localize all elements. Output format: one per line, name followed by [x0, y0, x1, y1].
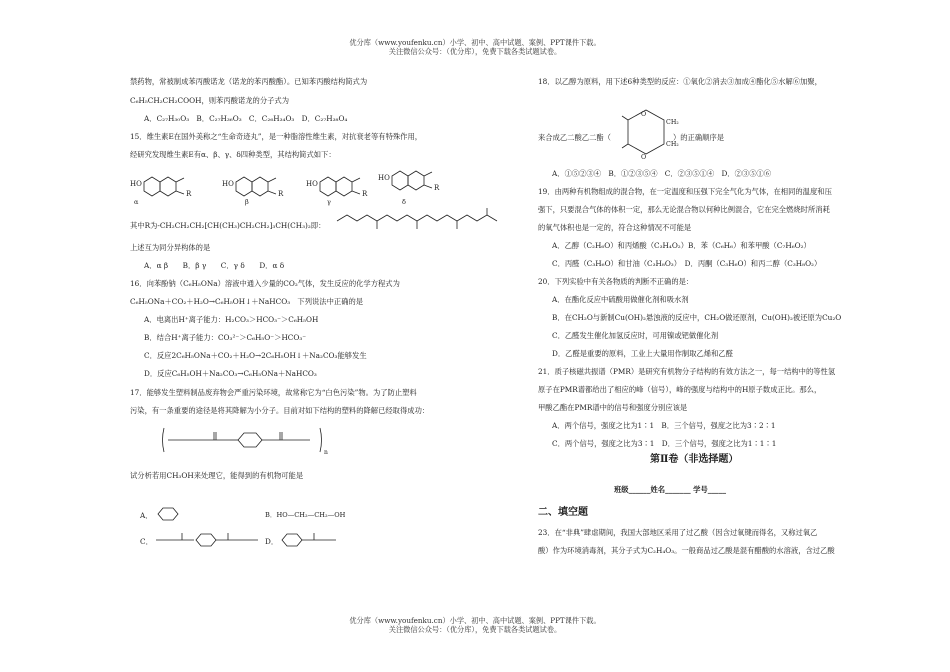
q17-question: 试分析若用CH₃OH来处理它，能得到的有机物可能是 — [130, 471, 304, 480]
svg-text:HO: HO — [130, 180, 142, 188]
page-header — [0, 38, 950, 56]
header-line-2: 关注微信公众号：（优分库），免费下载各类试题试卷。 — [388, 47, 562, 56]
footer-line-1: 优分库（www.youfenku.cn）小学、初中、高中试题、案例、PPT课件下载。 — [349, 616, 601, 625]
q19-options-ab: A．乙醇（C₂H₆O）和丙烯酸（C₃H₄O₂）B．苯（C₆H₆）和苯甲酸（C₇H₆O₂） — [552, 241, 811, 250]
q21-options-cd: C．两个信号，强度之比为3∶1 D．三个信号，强度之比为1∶1∶1 — [552, 439, 777, 448]
q17-option-d-label: D． — [265, 537, 279, 546]
acid-structure — [280, 530, 340, 548]
dimethyl-terephthalate-structure — [154, 530, 262, 548]
q21-line-1: 21．质子核磁共振谱（PMR）是研究有机物分子结构的有效方法之一，每一结构中的等性氢 — [538, 367, 836, 376]
q18-line-1: 18．以乙醇为原料，用下述6种类型的反应：①氧化②消去③加成④酯化⑤水解⑥加聚， — [538, 77, 822, 86]
q16-option-a: A．电离出H⁺离子能力：H₂CO₃＞HCO₃⁻＞C₆H₅OH — [144, 315, 319, 324]
label-beta: β — [245, 198, 249, 206]
q20-option-a: A．在酯化反应中硫酸用做催化剂和吸水剂 — [552, 295, 689, 304]
r-group-skeleton — [335, 207, 505, 233]
q16-line-1: 16．向苯酚钠（C₆H₅ONa）溶液中通入少量的CO₂气体，发生反应的化学方程式为 — [130, 279, 400, 288]
q16-line-2: C₆H₅ONa＋CO₂＋H₂O→C₆H₅OH↓＋NaHCO₃ 下列说法中正确的是 — [130, 297, 364, 306]
q17-option-a-label: A． — [140, 511, 153, 520]
q14-formula-line: C₆H₅CH₂CH₂COOH，则苯丙酸诺龙的分子式为 — [130, 96, 290, 105]
q17-option-a — [140, 510, 153, 521]
part-two-title: 第Ⅱ卷（非选择题） — [650, 454, 739, 465]
q19-line-2: 强下，只要混合气体的体积一定，那么无论混合物以何种比例混合，它在完全燃烧时所消耗 — [538, 205, 830, 214]
q17-line-2: 污染，有一条重要的途径是将其降解为小分子。目前对如下结构的塑料的降解已经取得成功： — [130, 406, 430, 415]
benzene-structure — [154, 506, 182, 522]
q20-option-c: C．乙醛发生催化加氢反应时，可用镍或钯做催化剂 — [552, 331, 719, 340]
q17-option-c — [140, 536, 153, 547]
q19-options-cd: C．丙醛（C₃H₆O）和甘油（C₃H₈O₃） D．丙酮（C₃H₆O）和丙二醇（C₃H₈O₂） — [552, 259, 822, 268]
svg-text:R: R — [362, 190, 368, 198]
q15-r-group: 其中R为-CH₂CH₂CH₂[CH(CH₃)CH₂CH₂]₃CH(CH₃)₂即： — [130, 221, 326, 230]
svg-text:R: R — [434, 184, 440, 192]
label-gamma: γ — [327, 198, 331, 206]
q23-line-2: 酸）作为环境消毒剂，其分子式为C₂H₄O₃。一般商品过乙酸是混有醋酸的水溶液，含过乙酸 — [538, 546, 835, 555]
q17-option-c-label: C． — [140, 537, 153, 546]
plastic-polymer-structure — [160, 422, 340, 458]
svg-text:R: R — [186, 190, 192, 198]
svg-text:HO: HO — [306, 180, 318, 188]
page-footer — [0, 616, 950, 634]
section-heading: 二、填空题 — [538, 507, 588, 518]
header-line-1: 优分库（www.youfenku.cn）小学、初中、高中试题、案例、PPT课件下载。 — [349, 38, 601, 47]
label-alpha: α — [134, 198, 139, 206]
q16-option-b: B．结合H⁺离子能力：CO₃²⁻＞C₆H₅O⁻＞HCO₃⁻ — [144, 333, 307, 342]
q20-question: 20．下列实验中有关各物质的判断不正确的是： — [538, 277, 694, 286]
q19-line-1: 19．由两种有机物组成的混合物，在一定温度和压强下完全气化为气体，在相同的温度和压 — [538, 187, 832, 196]
footer-line-2: 关注微信公众号：（优分库），免费下载各类试题试卷。 — [388, 625, 562, 634]
q14-cont-line: 禁药物，常被制成苯丙酸诺龙（诺龙的苯丙酸酯）。已知苯丙酸结构简式为 — [130, 77, 368, 86]
student-info-line: 班级______姓名_______ 学号_____ — [614, 485, 726, 494]
ring-o-top: O — [641, 111, 647, 118]
q18-text-a: 来合成乙二酸乙二酯（ — [538, 133, 611, 142]
q21-line-2: 原子在PMR谱都给出了相应的峰（信号），峰的强度与结构中的H原子数成正比。那么， — [538, 385, 822, 394]
q21-options-ab: A．两个信号，强度之比为1∶1 B．三个信号，强度之比为3∶2∶1 — [552, 421, 776, 430]
ethylene-oxalate-ring — [618, 106, 678, 164]
q17-option-b: B．HO—CH₂—CH₂—OH — [265, 511, 346, 519]
svg-text:HO: HO — [222, 180, 234, 188]
q23-line-1: 23．在“非典”肆虐期间，我国大部地区采用了过乙酸（因含过氧键而得名，又称过氧乙 — [538, 528, 818, 537]
q17-option-d — [265, 536, 278, 547]
vitamin-e-structures — [130, 166, 460, 208]
label-delta: δ — [402, 198, 406, 206]
svg-text:n: n — [324, 449, 328, 456]
svg-text:HO: HO — [378, 174, 390, 182]
q15-line-1: 15．维生素E在国外美称之“生命奇迹丸”，是一种脂溶性维生素，对抗衰老等有特殊作用， — [130, 132, 423, 141]
q16-option-d: D．反应C₆H₅OH＋Na₂CO₃→C₆H₅ONa＋NaHCO₃ — [144, 369, 317, 378]
q19-line-3: 的氧气体积也是一定的，符合这种情况不可能是 — [538, 223, 692, 232]
ring-ch2-top: CH₂ — [666, 119, 679, 126]
q16-option-c: C．反应2C₆H₅ONa＋CO₂＋H₂O→2C₆H₅OH↓＋Na₂CO₃能够发生 — [144, 351, 367, 360]
q18-options: A．①⑤②③④ B．①②③⑤④ C．②③⑤①④ D．②③⑤①⑥ — [552, 169, 772, 178]
ring-ch2-bottom: CH₂ — [666, 141, 679, 148]
ring-o-bottom: O — [641, 154, 647, 161]
q15-options: A．α β B．β γ C．γ δ D．α δ — [144, 261, 285, 270]
q17-line-1: 17．能够发生塑料制品废弃物会严重污染环境，故常称它为“白色污染”物。为了防止塑料 — [130, 388, 417, 397]
svg-text:R: R — [278, 190, 284, 198]
q21-line-3: 甲酸乙酯在PMR谱中的信号和强度分别应该是 — [538, 403, 688, 412]
q18-text-b: ）的正确顺序是 — [672, 133, 725, 142]
q20-option-d: D．乙醛是重要的原料，工业上大量用作制取乙烯和乙醛 — [552, 349, 733, 358]
q15-line-2: 经研究发现维生素E有α、β、γ、δ四种类型，其结构简式如下： — [130, 150, 336, 159]
q15-question: 上述互为同分异构体的是 — [130, 243, 211, 252]
q20-option-b: B．在CH₂O与新制Cu(OH)₂悬浊液的反应中，CH₂O做还原剂，Cu(OH)₂被还原为Cu₂O — [552, 313, 842, 322]
q14-options: A．C₂₇H₃₀O₃ B．C₂₇H₃₆O₃ C．C₂₆H₃₄O₃ D．C₂₇H₃₈O₄ — [144, 114, 348, 123]
